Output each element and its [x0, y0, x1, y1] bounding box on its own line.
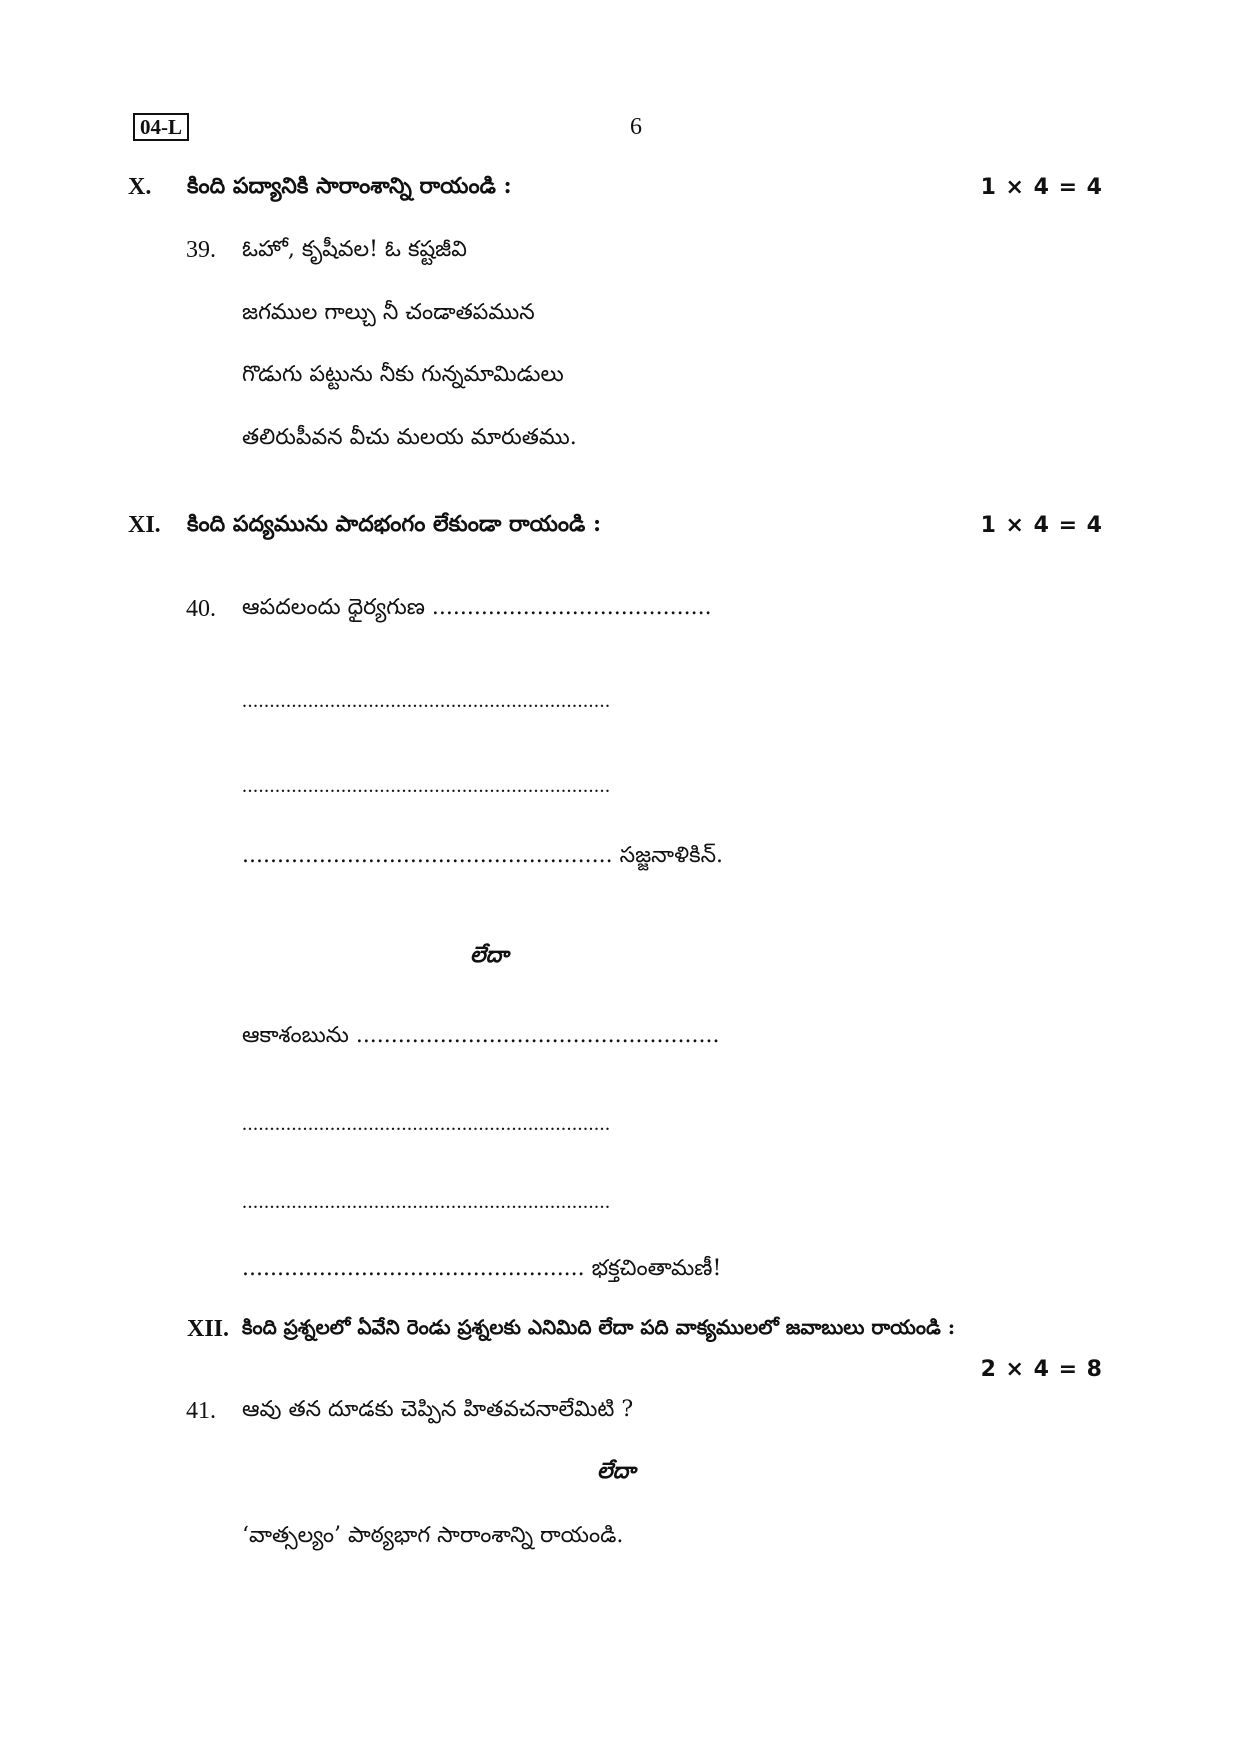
or-label-xi: లేదా: [470, 942, 509, 968]
paper-code-box: 04-L: [133, 113, 189, 141]
section-xi-marks: 1 × 4 = 4: [980, 513, 1103, 538]
section-xii-number: XII.: [187, 1316, 230, 1342]
poem-b-line-2: ...................................................................: [242, 1113, 611, 1135]
or-label-xii: లేదా: [597, 1458, 636, 1484]
question-41-text: ఆవు తన దూడకు చెప్పిన హితవచనాలేమిటి ?: [242, 1397, 634, 1422]
poem-line-4: తలిరుపీవన వీచు మలయ మారుతము.: [242, 425, 577, 450]
section-x-marks: 1 × 4 = 4: [980, 175, 1103, 200]
question-41-number: 41.: [186, 1398, 216, 1424]
section-xi-number: XI.: [128, 512, 161, 538]
question-40-number: 40.: [186, 596, 216, 622]
poem-line-2: జగముల గాల్చు నీ చండాతపమున: [242, 300, 535, 325]
poem-a-line-2: ...................................................................: [242, 690, 611, 712]
section-x-number: X.: [128, 174, 152, 200]
poem-b-line-3: ...................................................................: [242, 1191, 611, 1213]
poem-line-1: ఓహో, కృషీవల! ఓ కష్టజీవి: [242, 237, 467, 262]
poem-b-start: ఆకాశంబును ....................................................: [242, 1023, 720, 1048]
poem-a-end: ..................................................... సజ్జనాళికిన్.: [242, 843, 724, 868]
question-41-alt-text: ‘వాత్సల్యం’ పాఠ్యభాగ సారాంశాన్ని రాయండి.: [242, 1523, 624, 1548]
question-39-number: 39.: [186, 237, 216, 263]
section-xii-title: కింది ప్రశ్నలలో ఏవేని రెండు ప్రశ్నలకు ఎనిమిది లేదా పది వాక్యములలో జవాబులు రాయండి :: [242, 1315, 956, 1339]
poem-b-end: ................................................. భక్తచింతామణీ!: [242, 1256, 722, 1281]
section-x-title: కింది పద్యానికి సారాంశాన్ని రాయండి :: [187, 173, 512, 199]
poem-line-3: గొడుగు పట్టును నీకు గున్నమామిడులు: [242, 362, 564, 387]
section-xii-marks: 2 × 4 = 8: [980, 1357, 1103, 1382]
poem-a-line-3: ...................................................................: [242, 775, 611, 797]
section-xi-title: కింది పద్యమును పాదభంగం లేకుండా రాయండి :: [187, 511, 602, 537]
page-number: 6: [630, 114, 642, 140]
poem-a-start: ఆపదలందు ధైర్యగుణ ........................................: [242, 595, 712, 620]
